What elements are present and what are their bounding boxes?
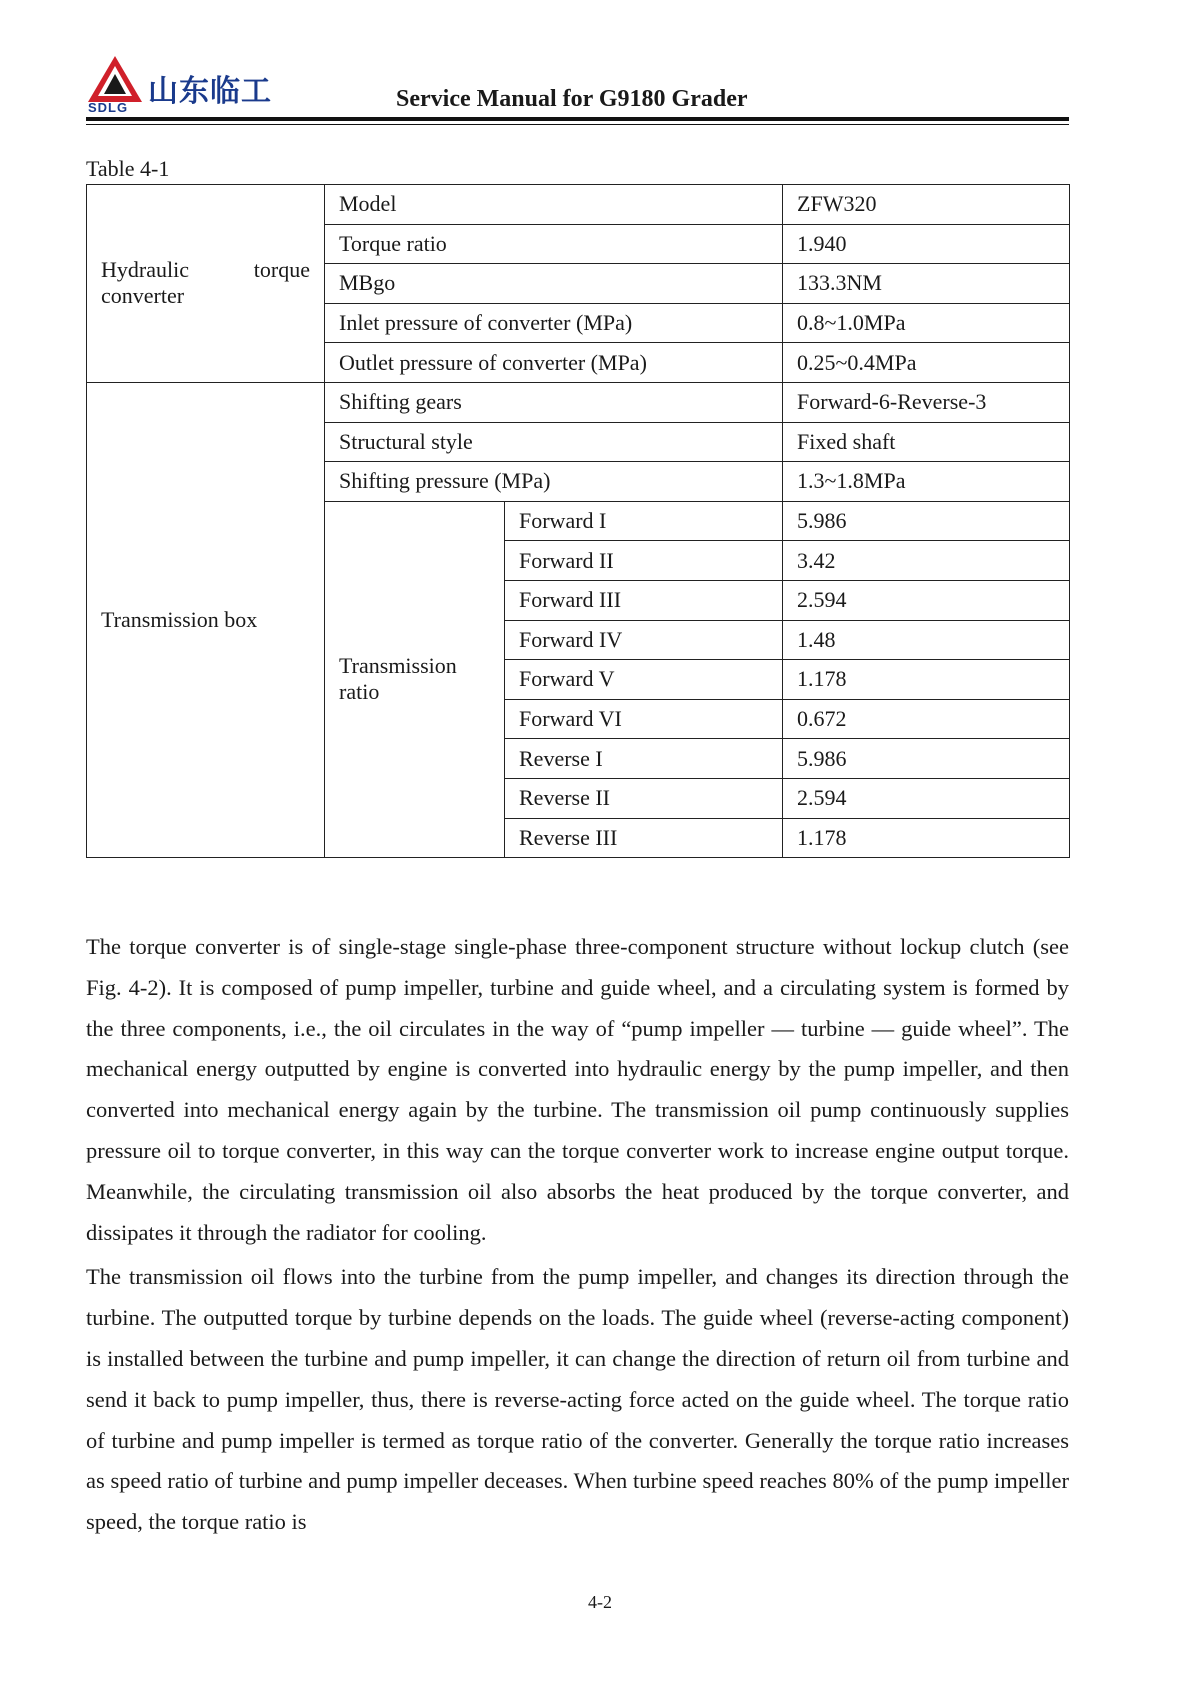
value-cell: 0.8~1.0MPa (783, 303, 1070, 343)
page-number: 4-2 (588, 1592, 612, 1612)
value-cell: 133.3NM (783, 264, 1070, 304)
group-label-transmission-box: Transmission box (87, 382, 325, 857)
header-rule-thin (86, 124, 1069, 125)
body-text (86, 927, 1069, 1547)
gear-cell: Forward III (505, 580, 783, 620)
table-row (87, 382, 1070, 422)
logo-triangle-icon (88, 56, 142, 102)
table-row (87, 185, 1070, 225)
param-cell: MBgo (325, 264, 783, 304)
spec-table (86, 184, 1070, 858)
param-cell: Model (325, 185, 783, 225)
value-cell: 1.178 (783, 818, 1070, 858)
header-rule-thick (86, 117, 1069, 121)
value-cell: 2.594 (783, 778, 1070, 818)
gear-cell: Forward IV (505, 620, 783, 660)
value-cell: 5.986 (783, 501, 1070, 541)
value-cell: 5.986 (783, 739, 1070, 779)
value-cell: 0.25~0.4MPa (783, 343, 1070, 383)
value-cell: 1.48 (783, 620, 1070, 660)
value-cell: Forward-6-Reverse-3 (783, 382, 1070, 422)
group-label-hydraulic-torque-converter: Hydraulic torque converter (87, 185, 325, 383)
param-cell: Shifting gears (325, 382, 783, 422)
gear-cell: Forward I (505, 501, 783, 541)
group-label-transmission-ratio: Transmission ratio (325, 501, 505, 857)
param-cell: Torque ratio (325, 224, 783, 264)
param-cell: Inlet pressure of converter (MPa) (325, 303, 783, 343)
gear-cell: Forward VI (505, 699, 783, 739)
value-cell: 1.940 (783, 224, 1070, 264)
param-cell: Shifting pressure (MPa) (325, 462, 783, 502)
value-cell: 2.594 (783, 580, 1070, 620)
table-caption: Table 4-1 (86, 156, 170, 181)
gear-cell: Reverse I (505, 739, 783, 779)
logo-chinese-name: 山东临工 (148, 74, 272, 109)
header-title: Service Manual for G9180 Grader (396, 86, 748, 112)
param-cell: Structural style (325, 422, 783, 462)
page-header (86, 50, 1069, 128)
paragraph-torque-converter-structure: The torque converter is of single-stage single-phase three-component structure without lockup clutch (see Fig. 4-2). It is composed of pump impeller, turbine and guide wheel, and a circulating system is formed by the three components, i.e., the oil circulates in the way of “pump impeller — turbine — guide wheel”. The mechanical energy outputted by engine is converted into hydraulic energy by the pump impeller, and then converted into mechanical energy again by the turbine. The transmission oil pump continuously supplies pressure oil to torque converter, in this way can the torque converter work to increase engine output torque. Meanwhile, the circulating transmission oil also absorbs the heat produced by the torque converter, and dissipates it through the radiator for cooling. (86, 934, 1069, 1245)
param-cell: Outlet pressure of converter (MPa) (325, 343, 783, 383)
value-cell: Fixed shaft (783, 422, 1070, 462)
logo-abbreviation: SDLG (88, 100, 129, 115)
gear-cell: Reverse II (505, 778, 783, 818)
value-cell: ZFW320 (783, 185, 1070, 225)
gear-cell: Reverse III (505, 818, 783, 858)
value-cell: 0.672 (783, 699, 1070, 739)
gear-cell: Forward V (505, 660, 783, 700)
paragraph-oil-flow: The transmission oil flows into the turbine from the pump impeller, and changes its direction through the turbine. The outputted torque by turbine depends on the loads. The guide wheel (reverse-acting component) is installed between the turbine and pump impeller, it can change the direction of return oil from turbine and send it back to pump impeller, thus, there is reverse-acting force acted on the guide wheel. The torque ratio of turbine and pump impeller is termed as torque ratio of the converter. Generally the torque ratio increases as speed ratio of turbine and pump impeller deceases. When turbine speed reaches 80% of the pump impeller speed, the torque ratio is (86, 1264, 1069, 1535)
value-cell: 3.42 (783, 541, 1070, 581)
sdlg-logo (86, 56, 306, 116)
gear-cell: Forward II (505, 541, 783, 581)
value-cell: 1.3~1.8MPa (783, 462, 1070, 502)
value-cell: 1.178 (783, 660, 1070, 700)
